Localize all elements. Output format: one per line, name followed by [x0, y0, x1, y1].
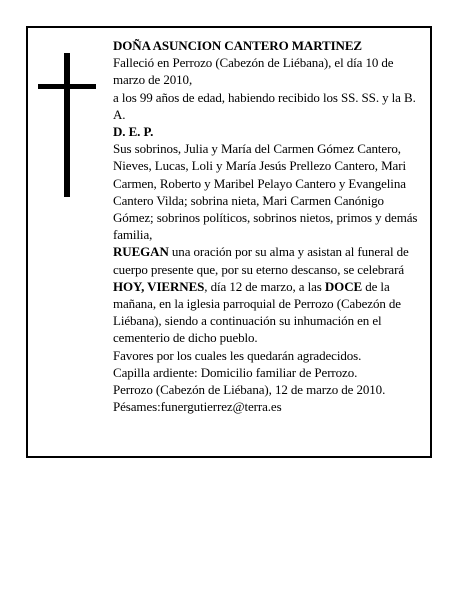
ruegan-text: una oración por su alma y asistan al funeral de cuerpo presente que, por su eterno descanso, se celebrará	[113, 244, 409, 277]
dep-line: D. E. P.	[113, 124, 154, 140]
funeral-date-text: , día 12 de marzo, a las	[204, 278, 325, 294]
ruegan-word: RUEGAN	[113, 244, 169, 260]
obituary-text	[113, 37, 425, 415]
chapel-line: Capilla ardiente: Domicilio familiar de Perrozo.	[113, 364, 358, 380]
condolences-line: Pésames:funergutierrez@terra.es	[113, 399, 282, 415]
place-date-line: Perrozo (Cabezón de Liébana), 12 de marzo de 2010.	[113, 382, 386, 398]
age-line: a los 99 años de edad, habiendo recibido los SS. SS. y la B. A.	[113, 89, 416, 122]
death-line: Falleció en Perrozo (Cabezón de Liébana), el día 10 de marzo de 2010,	[113, 55, 394, 88]
funeral-day: HOY, VIERNES	[113, 278, 205, 294]
cross-vertical-bar	[64, 53, 70, 197]
funeral-place-text: de la mañana, en la iglesia parroquial de Perrozo (Cabezón de Liébana), siendo a continuación su inhumación en el cementerio de dicho pueblo.	[113, 278, 401, 346]
family-paragraph: Sus sobrinos, Julia y María del Carmen Gómez Cantero, Nieves, Lucas, Loli y María Jesús Prellezo Cantero, Mari Carmen, Roberto y Maribel Pelayo Cantero y Evangelina Cantero Vilda; sobrina nieta, Mari Carmen Canónigo Gómez; sobrinos políticos, sobrinos nietos, primos y demás familia,	[113, 141, 418, 243]
cross-horizontal-bar	[38, 84, 96, 89]
funeral-hour: DOCE	[324, 278, 363, 294]
funeral-paragraph	[113, 243, 425, 346]
favors-line: Favores por los cuales les quedarán agradecidos.	[113, 347, 362, 363]
deceased-name: DOÑA ASUNCION CANTERO MARTINEZ	[113, 38, 362, 53]
